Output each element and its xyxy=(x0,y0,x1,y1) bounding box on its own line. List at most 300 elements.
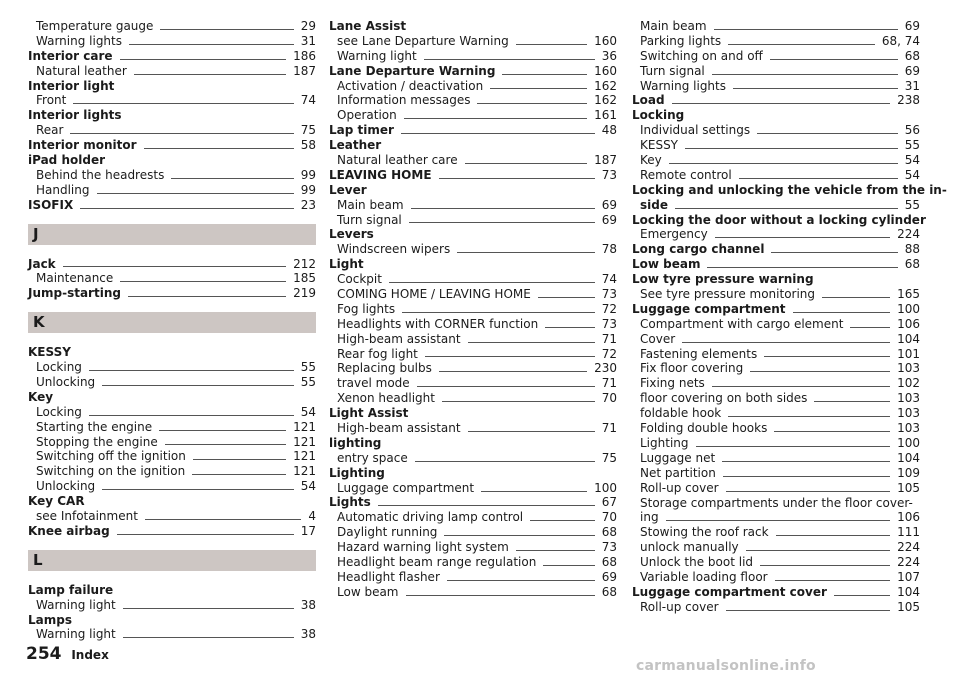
index-entry[interactable] xyxy=(632,257,920,272)
index-column-2 xyxy=(329,19,617,600)
leader-line xyxy=(193,459,286,460)
index-entry-text: Locking xyxy=(36,360,82,375)
index-page-ref[interactable]: 74 xyxy=(300,93,316,108)
index-entry[interactable] xyxy=(329,332,617,347)
leader-line xyxy=(415,461,595,462)
index-page-ref[interactable]: 38 xyxy=(300,627,316,642)
index-heading: Lamps xyxy=(28,612,72,627)
leader-line xyxy=(760,565,890,566)
index-page-ref[interactable]: 54 xyxy=(300,404,316,419)
index-entry[interactable] xyxy=(329,510,617,525)
index-entry-text: Roll-up cover xyxy=(640,480,719,495)
leader-line xyxy=(723,476,890,477)
index-entry[interactable] xyxy=(632,570,920,585)
index-page-ref[interactable]: 162 xyxy=(594,78,617,93)
page-footer xyxy=(26,644,109,664)
index-entry[interactable] xyxy=(28,479,316,494)
index-entry-text: Load xyxy=(632,93,665,108)
index-heading: KESSY xyxy=(28,345,71,360)
leader-line xyxy=(715,237,890,238)
index-page-ref[interactable]: 212 xyxy=(293,256,316,271)
index-entry-text: COMING HOME / LEAVING HOME xyxy=(337,287,531,302)
index-page-ref[interactable]: 54 xyxy=(904,167,920,182)
index-entry[interactable] xyxy=(28,449,316,464)
index-entry[interactable] xyxy=(329,34,617,49)
index-page-ref[interactable]: 103 xyxy=(897,391,920,406)
leader-line xyxy=(123,637,294,638)
index-entry[interactable] xyxy=(632,421,920,436)
index-entry[interactable] xyxy=(632,19,920,34)
index-entry[interactable] xyxy=(632,555,920,570)
index-entry[interactable] xyxy=(28,628,316,643)
index-entry[interactable] xyxy=(329,79,617,94)
index-page-ref[interactable]: 55 xyxy=(300,360,316,375)
index-page-ref[interactable]: 101 xyxy=(897,346,920,361)
index-page-ref[interactable]: 224 xyxy=(897,540,920,555)
index-entry[interactable] xyxy=(329,213,617,228)
index-entry[interactable] xyxy=(632,242,920,257)
index-page-ref[interactable]: 103 xyxy=(897,421,920,436)
index-entry[interactable] xyxy=(28,360,316,375)
leader-line xyxy=(771,252,897,253)
index-page-ref[interactable]: 100 xyxy=(897,435,920,450)
leader-line xyxy=(733,88,898,89)
index-page-ref[interactable]: 187 xyxy=(594,153,617,167)
index-entry-text: Main beam xyxy=(640,18,707,33)
leader-line xyxy=(439,371,587,372)
index-entry[interactable] xyxy=(632,600,920,615)
index-page-ref[interactable]: 165 xyxy=(897,287,920,302)
index-entry[interactable] xyxy=(329,108,617,123)
index-entry[interactable] xyxy=(329,168,617,183)
index-entry-text: Folding double hooks xyxy=(640,421,768,436)
index-page-ref[interactable]: 69 xyxy=(601,212,617,227)
index-entry[interactable] xyxy=(329,555,617,570)
leader-line xyxy=(714,29,898,30)
index-page-ref[interactable]: 48 xyxy=(601,123,617,138)
page-number: 254 xyxy=(26,644,62,664)
leader-line xyxy=(739,178,898,179)
index-page-ref[interactable]: 121 xyxy=(293,449,316,464)
index-entry-text: Natural leather care xyxy=(337,153,458,167)
leader-line xyxy=(160,29,293,30)
index-entry-text: See tyre pressure monitoring xyxy=(640,287,816,302)
index-entry[interactable] xyxy=(329,481,617,496)
index-entry[interactable] xyxy=(632,466,920,481)
index-entry[interactable] xyxy=(329,391,617,406)
index-page-ref[interactable]: 17 xyxy=(300,523,316,538)
index-entry[interactable] xyxy=(329,451,617,466)
index-entry[interactable] xyxy=(632,406,920,421)
index-entry[interactable] xyxy=(632,391,920,406)
index-page-ref[interactable]: 88 xyxy=(904,242,920,257)
index-entry-text: Unlocking xyxy=(36,479,96,494)
index-entry[interactable] xyxy=(632,287,920,302)
leader-line xyxy=(63,266,286,267)
index-entry-text: Unlock the boot lid xyxy=(640,555,754,570)
index-page-ref[interactable]: 105 xyxy=(897,599,920,614)
index-entry[interactable] xyxy=(632,332,920,347)
index-heading: Light xyxy=(329,257,364,272)
leader-line xyxy=(481,491,587,492)
index-entry[interactable] xyxy=(329,570,617,585)
index-page-ref[interactable]: 73 xyxy=(601,287,617,302)
index-page-ref[interactable]: 69 xyxy=(904,18,920,33)
leader-line xyxy=(726,491,891,492)
leader-line xyxy=(465,163,588,164)
index-page-ref[interactable]: 161 xyxy=(594,108,617,123)
index-entry-text: Warning light xyxy=(36,597,116,612)
index-entry-text: side xyxy=(640,197,668,212)
index-entry[interactable] xyxy=(632,198,920,213)
index-page-ref[interactable]: 70 xyxy=(601,391,617,406)
leader-line xyxy=(666,520,891,521)
index-entry[interactable] xyxy=(329,496,617,511)
index-entry-text: Headlights with CORNER function xyxy=(337,316,539,331)
index-page-ref[interactable]: 54 xyxy=(904,153,920,167)
leader-line xyxy=(822,297,890,298)
index-entry[interactable] xyxy=(28,375,316,390)
index-entry-text: Replacing bulbs xyxy=(337,361,432,376)
index-entry-text: Hazard warning light system xyxy=(337,540,509,555)
leader-line xyxy=(543,565,594,566)
index-page-ref[interactable]: 71 xyxy=(601,421,617,436)
index-entry[interactable] xyxy=(632,585,920,600)
leader-line xyxy=(70,133,293,134)
index-entry-text: Natural leather xyxy=(36,63,127,78)
index-heading: Lighting xyxy=(329,465,385,480)
index-heading: Low tyre pressure warning xyxy=(632,272,814,287)
index-entry[interactable] xyxy=(28,198,316,213)
index-page-ref[interactable]: 105 xyxy=(897,480,920,495)
index-heading: Light Assist xyxy=(329,406,409,421)
letter-section-header: L xyxy=(28,550,316,571)
index-page-ref[interactable]: 107 xyxy=(897,569,920,584)
index-entry[interactable] xyxy=(329,347,617,362)
watermark: carmanualsonline.info xyxy=(636,658,816,674)
index-entry[interactable] xyxy=(632,540,920,555)
index-entry[interactable] xyxy=(632,361,920,376)
index-page-ref[interactable]: 55 xyxy=(300,375,316,390)
leader-line xyxy=(134,74,286,75)
leader-line xyxy=(129,44,294,45)
leader-line xyxy=(728,416,890,417)
index-page-ref[interactable]: 73 xyxy=(601,540,617,555)
index-heading: Key CAR xyxy=(28,494,85,509)
index-entry[interactable] xyxy=(632,436,920,451)
index-page-ref[interactable]: 102 xyxy=(897,376,920,391)
leader-line xyxy=(726,610,891,611)
index-page-ref[interactable]: 4 xyxy=(308,509,316,524)
leader-line xyxy=(120,59,287,60)
index-entry-text: Low beam xyxy=(337,584,399,599)
index-page-ref[interactable]: 103 xyxy=(897,361,920,376)
leader-line xyxy=(144,148,294,149)
leader-line xyxy=(468,342,595,343)
index-entry[interactable] xyxy=(28,138,316,153)
leader-line xyxy=(406,595,595,596)
index-entry[interactable] xyxy=(28,49,316,64)
leader-line xyxy=(457,252,595,253)
leader-line xyxy=(123,608,294,609)
index-entry-text: Starting the engine xyxy=(36,419,153,434)
index-page-ref[interactable]: 74 xyxy=(601,272,617,287)
index-page-ref[interactable]: 162 xyxy=(594,93,617,108)
leader-line xyxy=(73,103,293,104)
leader-line xyxy=(707,267,897,268)
leader-line xyxy=(424,59,595,60)
index-entry-line: Storage compartments under the floor cover- xyxy=(640,495,913,510)
index-entry[interactable] xyxy=(28,286,316,301)
index-entry[interactable] xyxy=(329,376,617,391)
index-page-ref[interactable]: 71 xyxy=(601,331,617,346)
index-entry[interactable] xyxy=(28,168,316,183)
index-entry[interactable] xyxy=(28,64,316,79)
index-heading: Lever xyxy=(329,182,367,197)
index-page-ref[interactable]: 58 xyxy=(300,138,316,153)
index-entry-text: Individual settings xyxy=(640,123,751,138)
index-page-ref[interactable]: 67 xyxy=(601,495,617,510)
index-entry[interactable] xyxy=(329,198,617,213)
index-entry-text: Stopping the engine xyxy=(36,434,158,449)
index-entry-text: Luggage compartment xyxy=(337,480,475,495)
index-entry[interactable] xyxy=(329,540,617,555)
index-entry-text: Rear xyxy=(36,123,64,138)
leader-line xyxy=(402,312,595,313)
index-entry[interactable] xyxy=(329,49,617,64)
index-entry[interactable] xyxy=(632,347,920,362)
index-page-ref[interactable]: 106 xyxy=(897,510,920,525)
index-page-ref[interactable]: 56 xyxy=(904,123,920,138)
index-entry[interactable] xyxy=(28,405,316,420)
index-page-ref[interactable]: 36 xyxy=(601,48,617,63)
index-page-ref[interactable]: 73 xyxy=(601,167,617,182)
index-page-ref[interactable]: 68 xyxy=(601,525,617,540)
index-entry[interactable] xyxy=(632,34,920,49)
index-page-ref[interactable]: 29 xyxy=(300,18,316,33)
index-entry-text: Handling xyxy=(36,182,90,197)
index-entry[interactable] xyxy=(632,79,920,94)
index-entry[interactable] xyxy=(329,242,617,257)
index-heading: Leather xyxy=(329,138,382,153)
leader-line xyxy=(669,163,898,164)
leader-line xyxy=(120,281,286,282)
leader-line xyxy=(490,88,587,89)
index-page-ref[interactable]: 68 xyxy=(601,555,617,570)
index-entry[interactable] xyxy=(28,183,316,198)
index-entry[interactable] xyxy=(632,49,920,64)
leader-line xyxy=(712,74,898,75)
index-entry[interactable] xyxy=(632,302,920,317)
index-page-ref[interactable]: 187 xyxy=(293,63,316,78)
index-entry[interactable] xyxy=(329,64,617,79)
index-entry-text: Low beam xyxy=(632,257,701,272)
index-page-ref[interactable]: 69 xyxy=(904,63,920,78)
index-entry[interactable] xyxy=(632,451,920,466)
index-entry[interactable] xyxy=(329,93,617,108)
leader-line xyxy=(770,59,898,60)
index-entry[interactable] xyxy=(28,19,316,34)
index-page-ref[interactable]: 75 xyxy=(300,123,316,138)
leader-line xyxy=(171,178,293,179)
index-page-ref[interactable]: 100 xyxy=(594,480,617,495)
leader-line xyxy=(685,148,898,149)
index-entry[interactable] xyxy=(632,123,920,138)
index-entry[interactable] xyxy=(632,138,920,153)
index-page-ref[interactable]: 69 xyxy=(601,197,617,212)
index-entry[interactable] xyxy=(28,464,316,479)
index-page-ref[interactable]: 104 xyxy=(897,584,920,599)
index-entry-text: Front xyxy=(36,93,67,108)
index-entry[interactable] xyxy=(632,153,920,168)
index-page-ref[interactable]: 111 xyxy=(897,525,920,540)
index-page-ref[interactable]: 72 xyxy=(601,301,617,316)
index-page-ref[interactable]: 106 xyxy=(897,316,920,331)
index-page-ref[interactable]: 238 xyxy=(897,93,920,108)
index-entry[interactable] xyxy=(28,271,316,286)
index-page-ref[interactable]: 160 xyxy=(594,63,617,78)
index-heading: Locking xyxy=(632,108,685,123)
leader-line xyxy=(468,431,595,432)
index-page-ref[interactable]: 68 xyxy=(904,48,920,63)
index-page-ref[interactable]: 38 xyxy=(300,597,316,612)
index-page-ref[interactable]: 230 xyxy=(594,361,617,376)
index-entry[interactable] xyxy=(28,123,316,138)
index-entry[interactable] xyxy=(329,123,617,138)
index-entry-text: Automatic driving lamp control xyxy=(337,510,524,525)
index-entry[interactable] xyxy=(329,272,617,287)
index-page-ref[interactable]: 31 xyxy=(904,78,920,93)
leader-line xyxy=(192,474,286,475)
leader-line xyxy=(696,446,891,447)
index-entry[interactable] xyxy=(329,287,617,302)
index-entry[interactable] xyxy=(329,153,617,168)
leader-line xyxy=(814,401,890,402)
index-entry-text: Stowing the roof rack xyxy=(640,525,769,540)
index-page-ref[interactable]: 78 xyxy=(601,242,617,257)
index-entry[interactable] xyxy=(632,525,920,540)
index-entry-text: Luggage compartment xyxy=(632,301,786,316)
leader-line xyxy=(834,595,890,596)
index-page-ref[interactable]: 68 xyxy=(601,584,617,599)
index-entry[interactable] xyxy=(329,525,617,540)
index-entry[interactable] xyxy=(28,34,316,49)
index-heading: Interior lights xyxy=(28,108,122,123)
index-entry[interactable] xyxy=(632,227,920,242)
index-page-ref[interactable]: 160 xyxy=(594,33,617,48)
leader-line xyxy=(102,385,294,386)
index-page-ref[interactable]: 68, 74 xyxy=(881,33,920,48)
index-entry-text: Switching on and off xyxy=(640,48,763,63)
index-page-ref[interactable]: 23 xyxy=(300,197,316,212)
index-entry[interactable] xyxy=(28,257,316,272)
index-entry-text: Net partition xyxy=(640,465,716,480)
index-entry[interactable] xyxy=(329,317,617,332)
index-page-ref[interactable]: 99 xyxy=(300,167,316,182)
index-entry-text: see Lane Departure Warning xyxy=(337,33,509,48)
index-entry-text: foldable hook xyxy=(640,406,722,421)
index-entry-text: Rear fog light xyxy=(337,346,418,361)
index-entry-text: Locking xyxy=(36,404,82,419)
index-entry[interactable] xyxy=(28,420,316,435)
index-entry[interactable] xyxy=(28,509,316,524)
index-entry[interactable] xyxy=(632,168,920,183)
index-page-ref[interactable]: 75 xyxy=(601,450,617,465)
index-entry[interactable] xyxy=(28,524,316,539)
leader-line xyxy=(425,356,595,357)
index-page-ref[interactable]: 100 xyxy=(897,301,920,316)
index-page-ref[interactable]: 31 xyxy=(300,33,316,48)
leader-line xyxy=(757,133,898,134)
leader-line xyxy=(477,103,587,104)
index-page-ref[interactable]: 103 xyxy=(897,406,920,421)
leader-line xyxy=(401,133,595,134)
index-entry[interactable] xyxy=(329,421,617,436)
index-page-ref[interactable]: 104 xyxy=(897,331,920,346)
index-page-ref[interactable]: 104 xyxy=(897,450,920,465)
index-entry[interactable] xyxy=(28,435,316,450)
index-page-ref[interactable]: 185 xyxy=(293,271,316,286)
index-entry[interactable] xyxy=(28,598,316,613)
index-entry-text: Fastening elements xyxy=(640,346,758,361)
index-entry-text: see Infotainment xyxy=(36,509,138,524)
index-heading: Lane Assist xyxy=(329,19,407,33)
index-entry[interactable] xyxy=(632,64,920,79)
index-page-ref[interactable]: 68 xyxy=(904,257,920,272)
index-page-ref[interactable]: 73 xyxy=(601,316,617,331)
index-entry-text: floor covering on both sides xyxy=(640,391,808,406)
index-entry-text: Daylight running xyxy=(337,525,438,540)
index-entry-text: Switching on the ignition xyxy=(36,464,186,479)
index-page-ref[interactable]: 99 xyxy=(300,182,316,197)
index-page-ref[interactable]: 109 xyxy=(897,465,920,480)
leader-line xyxy=(774,431,890,432)
index-page-ref[interactable]: 55 xyxy=(904,197,920,212)
index-entry[interactable] xyxy=(632,93,920,108)
index-page-ref[interactable]: 121 xyxy=(293,464,316,479)
index-page-ref[interactable]: 71 xyxy=(601,376,617,391)
index-entry-text: Maintenance xyxy=(36,271,114,286)
index-page-ref[interactable]: 186 xyxy=(293,48,316,63)
index-page-ref[interactable]: 224 xyxy=(897,555,920,570)
index-page-ref[interactable]: 54 xyxy=(300,479,316,494)
letter-section-header: K xyxy=(28,312,316,333)
index-entry-text: Operation xyxy=(337,108,397,123)
index-page-ref[interactable]: 121 xyxy=(293,419,316,434)
index-entry[interactable] xyxy=(329,302,617,317)
index-entry[interactable] xyxy=(632,376,920,391)
index-page-ref[interactable]: 55 xyxy=(904,138,920,153)
index-entry[interactable] xyxy=(632,510,920,525)
leader-line xyxy=(89,415,294,416)
leader-line xyxy=(538,297,595,298)
index-entry[interactable] xyxy=(632,317,920,332)
leader-line xyxy=(516,44,587,45)
index-page-ref[interactable]: 70 xyxy=(601,510,617,525)
index-page-ref[interactable]: 219 xyxy=(293,286,316,301)
index-page-ref[interactable]: 72 xyxy=(601,346,617,361)
index-heading: Lamp failure xyxy=(28,582,114,597)
index-page-ref[interactable]: 121 xyxy=(293,434,316,449)
leader-line xyxy=(102,489,294,490)
index-entry[interactable] xyxy=(632,481,920,496)
index-entry[interactable] xyxy=(329,361,617,376)
index-entry[interactable] xyxy=(28,93,316,108)
index-entry-text: Fix floor covering xyxy=(640,361,744,376)
index-page-ref[interactable]: 69 xyxy=(601,569,617,584)
index-page-ref[interactable]: 224 xyxy=(897,227,920,242)
index-entry[interactable] xyxy=(329,585,617,600)
